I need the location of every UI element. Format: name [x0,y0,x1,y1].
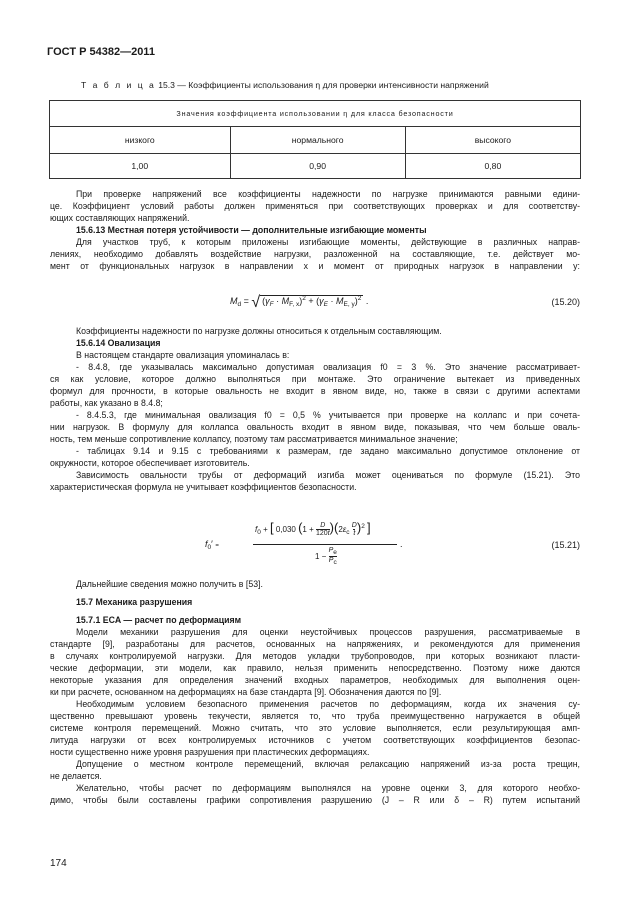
section-ovalization [50,325,580,493]
text-line: ющих составляющих напряжений. [50,213,190,223]
equation-number-15-20: (15.20) [551,297,580,307]
text-line: це. Коэффициент условий работы должен применяться при соответствующих проверках и для соответству- [50,201,580,211]
text-line: в случаях контролируемой нагрузки. Для методов укладки трубопроводов, при которых возникают пласти- [50,651,580,661]
text-line: - 8.4.8, где указывалась максимально допустимая овализация f0 = 3 %. Это значение рассматривает- [76,362,580,372]
text-line: Дальнейшие сведения можно получить в [53]. [76,579,263,589]
table-caption [81,80,489,90]
table-caption-text: 15.3 — Коэффициенты использования η для проверки интенсивности напряжений [158,80,489,90]
text-line: ки при расчете, основанном на деформациях на базе стандарта [9]. Обозначения даются по [9]. [50,687,442,697]
text-line: работы, как указано в 8.4.8; [50,398,163,408]
text-line: лениях, необходимо добавлять воздействие нагрузки, разложенной на составляющие, т.е. действует мо- [50,249,580,259]
text-line: не делается. [50,771,102,781]
section-heading-15-7: 15.7 Механика разрушения [76,597,193,607]
paragraph-references [50,578,580,590]
table-col-high: высокого [405,127,580,154]
text-line: нии нагрузок. В формулу для коллапса овальность входит в явном виде, показывая, что чем больше оваль- [50,422,580,432]
text-line: - таблицах 9.14 и 9.15 с требованиями к размерам, где задано максимально допустимое отклонение от [76,446,580,456]
text-line: В настоящем стандарте овализация упоминалась в: [76,350,290,360]
table-cell-low: 1,00 [50,154,231,179]
text-line: системе контроля перемещений. Можно считать, что это условие выполняется, если результирующая амп- [50,723,580,733]
coefficients-table [49,100,581,179]
table-caption-label: Т а б л и ц а [81,80,156,90]
text-line: Допущение о местном контроле перемещений, включая релаксацию напряжений из-за роста трещин, [76,759,580,769]
text-line: Модели механики разрушения для оценки неустойчивых процессов разрушения, рассматриваемые в [76,627,580,637]
text-line: ся как условие, которое должно выполняться при монтаже. Это ограничение вытекает из приведенных [50,374,580,384]
section-heading-15-6-14: 15.6.14 Овализация [76,338,161,348]
page-number: 174 [50,858,67,869]
text-line: ность, тем меньше сопротивление коллапсу, поэтому там рассматривается минимальное значение; [50,434,458,444]
text-line: мент от функциональных нагрузок в направлении x и момент от природных нагрузок в направлении y: [50,261,580,271]
table-group-header: Значения коэффициента использовании η для класса безопасности [50,101,581,127]
text-line: При проверке напряжений все коэффициенты надежности по нагрузке принимаются равными едини- [76,189,580,199]
text-line: стандарте [9], разработаны для расчетов, основанных на напряжениях, и рекомендуются для применения [50,639,580,649]
text-line: некоторые указания для определения значений входных параметров, необходимых для выполнения оцен- [50,675,580,685]
paragraph-load-factors [50,188,580,272]
text-line: - 8.4.5.3, где минимальная овализация f0 = 0,5 % учитывается при проверке на коллапс и при сочета- [76,410,580,420]
text-line: характеристическая формула не учитывает коэффициентов безопасности. [50,482,357,492]
text-line: Зависимость овальности трубы от деформаций изгиба может оцениваться по формуле (15.21). Это [76,470,580,480]
text-line: Коэффициенты надежности по нагрузке должны относиться к отдельным составляющим. [76,326,442,336]
section-heading-15-7-1: 15.7.1 ECA — расчет по деформациям [76,615,242,625]
document-page: ГОСТ Р 54382—2011 Т а б л и ц а 15.3 — Коэффициенты использования η для проверки интенсивности напряжений Значения коэффициента использовании η для класса безопасности низкого нормального высокого 1,00 0,90 0,80 При проверке напряжений все коэффициенты надежности по нагрузке принимаются равными едини- це. Коэффициент условий работы должен применяться при соответствующих проверках и для соответству- ющих составляющих напряжений. 15.6.13 Местная потеря устойчивости — дополнительные изгибающие моменты Для участков труб, к которым приложены изгибающие моменты, действующие в различных направ- лениях, необходимо добавлять воздействие нагрузки, разложенной на составляющие, т.е. действует мо- мент от функциональных нагрузок в направлении x и момент от природных нагрузок в направлении y: $M_d$ = √ $(\gamma_F \cdot M_{F, x})^2 + (\gamma_E \cdot M_{E, y})^2$ . (15.20) Коэффициенты надежности по нагрузке должны относиться к отдельным составляющим. 15.6.14 Овализация В настоящем стандарте овализация упоминалась в: - 8.4.8, где указывалась максимально допустимая овализация f0 = 3 %. Это значение рассматривает- ся как условие, которое должно выполняться при монтаже. Это ограничение вытекает из приведенных формул для прочности, в которые овальность не входит в явном виде, но, также в связи с другими аспектами работы, как указано в 8.4.8; - 8.4.5.3, где минимальная овализация f0 = 0,5 % учитывается при проверке на коллапс и при сочета- нии нагрузок. В формулу для коллапса овальность входит в явном виде, показывая, что чем больше оваль- ность, тем меньше сопротивление коллапсу, поэтому там рассматривается минимальное значение; - таблицах 9.14 и 9.15 с требованиями к размерам, где задано максимально допустимое отклонение от окружности, которое обеспечивает изготовитель. Зависимость овальности трубы от деформаций изгиба может оцениваться по формуле (15.21). Это характеристическая формула не учитывает коэффициентов безопасности. $f_0'$ = $f_0$ + [ 0,030 $(1 + \frac{D}{120t})(2\varepsilon_c \frac{D}{t})^2$ ] 1 − Pe Pc . (15.21) Дальнейшие сведения можно получить в [53]. 15.7 Механика разрушения 15.7.1 ECA — расчет по деформациям Модели механики разрушения для оценки неустойчивых процессов разрушения, рассматриваемые в стандарте [9], разработаны для расчетов, основанных на напряжениях, и рекомендуются для применения в случаях контролируемой нагрузки. Для методов укладки трубопроводов, при которых возникают пласти- ческие деформации, эти модели, как правило, нельзя применить непосредственно. Поэтому ниже даются некоторые указания для определения значений входных параметров, необходимых для выполнения оцен- ки при расчете, основанном на деформациях на базе стандарта [9]. Обозначения даются по [9]. Необходимым условием безопасного применения расчетов по деформациям, когда их значения су- щественно превышают уровень текучести, является то, что труба преимущественно нагружается в общей системе контроля перемещений. Можно считать, что это условие выполняется, если результирующая амп- литуда нагрузки от всех контролируемых источников с учетом соответствующих коэффициентов безопас- ности существенно ниже уровня разрушения при пластических деформациях. Допущение о местном контроле перемещений, включая релаксацию напряжений из-за роста трещин, не делается. Желательно, чтобы расчет по деформациям выполнялся на уровне оценки 3, для которого необхо- димо, чтобы были составлены графики сопротивления разрушению (J – R или δ – R) путем испытаний 174 [47,46,580,869]
text-line: окружности, которое обеспечивает изготовитель. [50,458,250,468]
section-15-7 [50,596,580,608]
standard-code: ГОСТ Р 54382—2011 [47,46,155,58]
text-line: Необходимым условием безопасного применения расчетов по деформациям, когда их значения су- [76,699,580,709]
text-line: формул для прочности, в которые овальность не входит в явном виде, но, также в связи с другими аспектами [50,386,580,396]
table-cell-normal: 0,90 [230,154,405,179]
table-col-normal: нормального [230,127,405,154]
text-line: ности существенно ниже уровня разрушения при пластических деформациях. [50,747,370,757]
formula-15-20: $M_d$ = √ $(\gamma_F \cdot M_{F, x})^2 + (\gamma_E \cdot M_{E, y})^2$ . [230,294,369,311]
text-line: Для участков труб, к которым приложены изгибающие моменты, действующие в различных направ- [76,237,580,247]
table-cell-high: 0,80 [405,154,580,179]
text-line: литуда нагрузки от всех контролируемых источников с учетом соответствующих коэффициентов безопас- [50,735,580,745]
text-line: димо, чтобы были составлены графики сопротивления разрушению (J – R или δ – R) путем испытаний [50,795,580,805]
table-col-low: низкого [50,127,231,154]
text-line: Желательно, чтобы расчет по деформациям выполнялся на уровне оценки 3, для которого необхо- [76,783,580,793]
text-line: щественно превышают уровень текучести, является то, что труба преимущественно нагружается в общей [50,711,580,721]
section-heading-15-6-13: 15.6.13 Местная потеря устойчивости — дополнительные изгибающие моменты [76,225,427,235]
equation-number-15-21: (15.21) [551,540,580,550]
text-line: ческие деформации, эти модели, как правило, нельзя применить непосредственно. Поэтому ниже даются [50,663,580,673]
section-15-7-1 [50,614,580,806]
